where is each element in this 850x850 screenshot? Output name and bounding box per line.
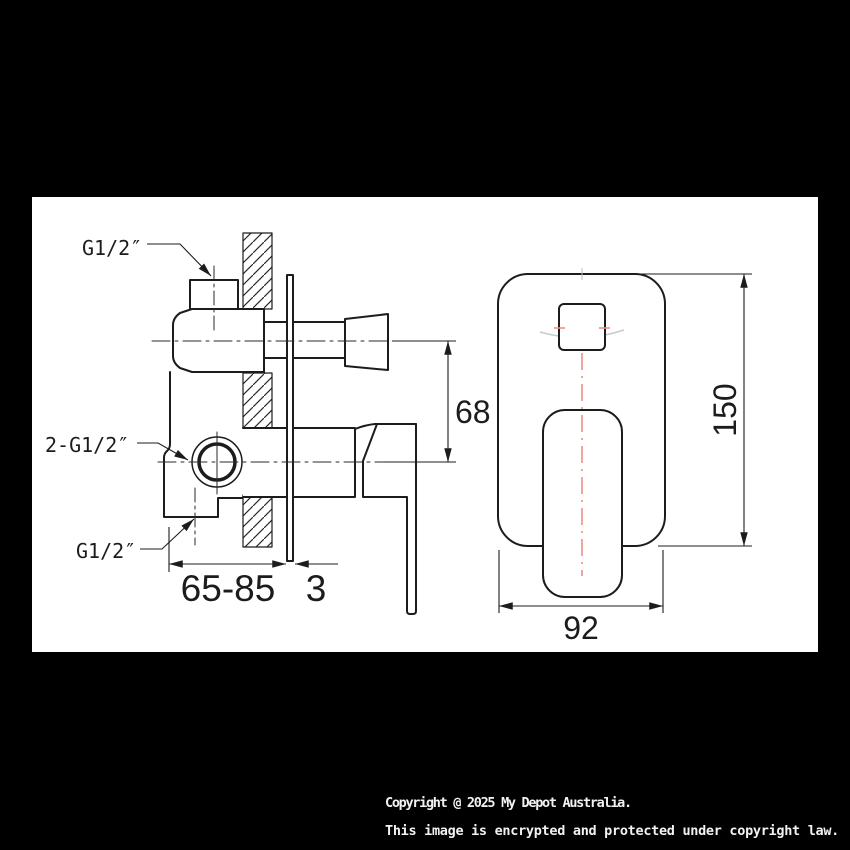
bottom-inlet-label: G1/2″ [76, 539, 137, 563]
dim-3-label: 3 [305, 568, 327, 609]
cover-plate-edge [287, 275, 293, 561]
copyright-line1: Copyright @ 2025 My Depot Australia. [385, 795, 631, 811]
dim-92-label: 92 [563, 610, 599, 646]
dim-65-85-label: 65-85 [180, 568, 276, 609]
side-outlets-label: 2-G1/2″ [45, 433, 130, 457]
knob [345, 314, 388, 370]
copyright-line2: This image is encrypted and protected under copyright law. [385, 823, 840, 839]
top-inlet-label: G1/2″ [82, 236, 143, 260]
drawing-canvas [32, 197, 818, 652]
wall-hatch [243, 233, 272, 547]
dim-150-label: 150 [707, 383, 743, 437]
diverter-button [559, 304, 605, 350]
handle-base [355, 424, 416, 497]
dim-68-label: 68 [455, 394, 491, 430]
